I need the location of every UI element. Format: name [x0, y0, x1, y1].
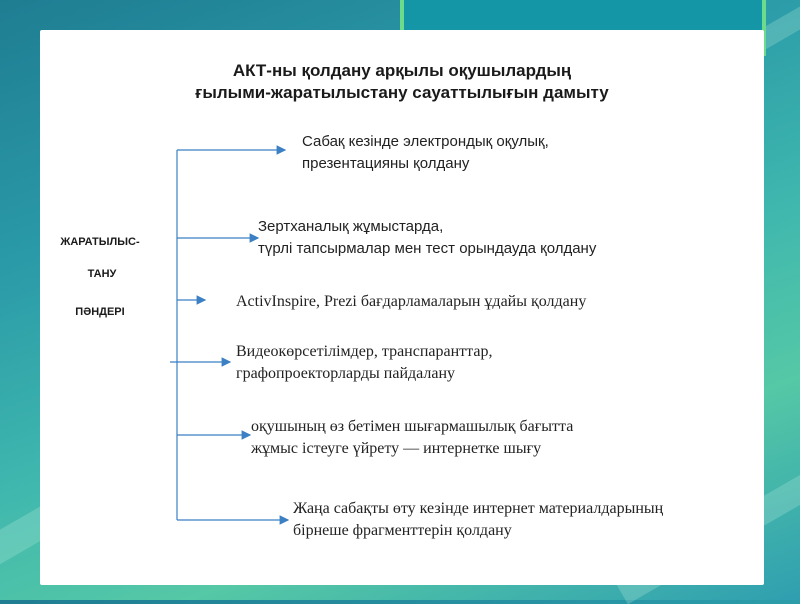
branch-text-4: [236, 341, 492, 385]
branch-6-line-2: бірнеше фрагменттерін қолдану: [293, 522, 512, 539]
branch-2-line-1: Зертханалық жұмыстарда,: [258, 218, 444, 235]
branch-3-line-1: ActivInspire, Prezi бағдарламаларын ұдайы қолдану: [236, 293, 587, 310]
branch-text-2: [258, 216, 596, 260]
subject-label-line-2: ТАНУ: [87, 268, 117, 280]
branch-2-line-2: түрлі тапсырмалар мен тест орындауда қолдану: [258, 240, 597, 257]
branch-text-3: [236, 291, 586, 313]
branch-4-line-1: Видеокөрсетілімдер, транспаранттар,: [236, 343, 493, 360]
branch-5-line-1: оқушының өз бетімен шығармашылық бағытта: [251, 418, 574, 435]
title-line-2: ғылыми-жаратылыстану сауаттылығын дамыту: [195, 83, 609, 102]
branch-text-6: [293, 498, 663, 542]
branch-4-line-2: графопроекторларды пайдалану: [236, 365, 456, 382]
branch-text-1: [302, 131, 549, 175]
subject-label-line-1: ЖАРАТЫЛЫС-: [60, 236, 140, 248]
branch-1-line-1: Сабақ кезінде электрондық оқулық,: [302, 133, 549, 150]
title-line-1: АКТ-ны қолдану арқылы оқушылардың: [232, 61, 572, 80]
branch-5-line-2: жұмыс істеуге үйрету — интернетке шығу: [251, 440, 542, 457]
branch-1-line-2: презентацияны қолдану: [302, 155, 470, 172]
slide-canvas: [40, 30, 764, 585]
branch-6-line-1: Жаңа сабақты өту кезінде интернет материалдарының: [293, 500, 664, 517]
branch-text-5: [251, 416, 573, 460]
subject-label-line-3: ПӘНДЕРІ: [75, 306, 125, 318]
